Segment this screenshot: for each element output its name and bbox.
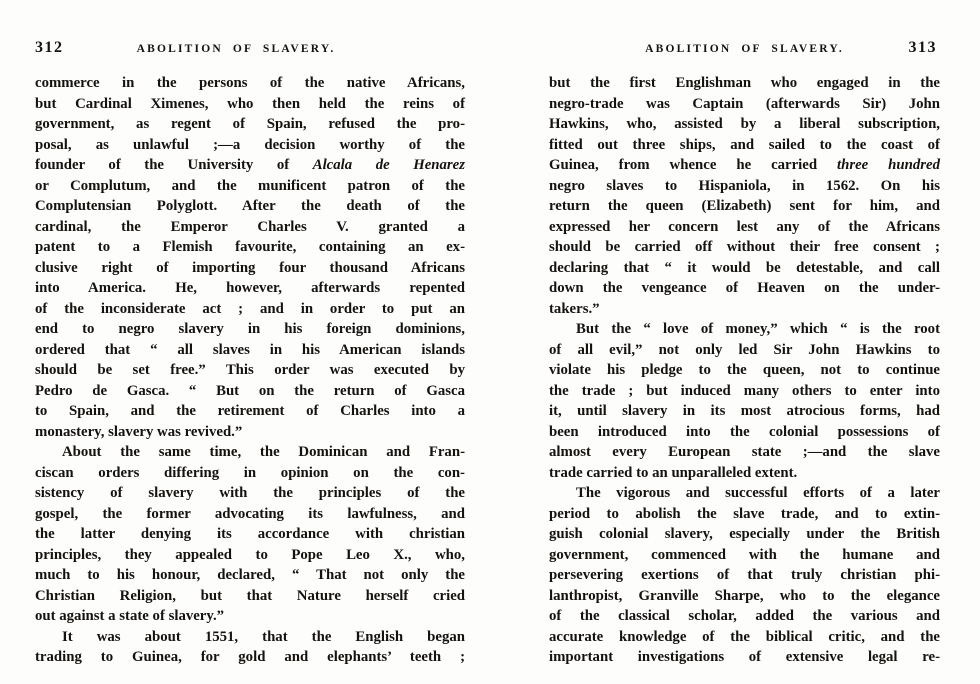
page-body-left (35, 73, 465, 668)
text-line: almost every European state ;—and the slave (549, 444, 940, 460)
text-line: Guinea, from whence he carried three hundred (549, 157, 940, 173)
text-line: ordered that “ all slaves in his American islands (35, 341, 465, 358)
text-line: the trade ; but induced many others to enter into (549, 382, 940, 399)
text-line: lanthropist, Granville Sharpe, who to the elegance (549, 587, 940, 604)
text-line: or Complutum, and the munificent patron of the (35, 177, 465, 194)
text-line: much to his honour, declared, “ That not only the (35, 567, 465, 583)
text-line: sistency of slavery with the principles of the (35, 485, 465, 501)
page-number-left: 312 (35, 39, 64, 56)
text-line: gospel, the former advocating its lawfulness, and (35, 505, 465, 522)
text-line: of all evil,” not only led Sir John Hawkins to (549, 341, 940, 358)
text-line: should be carried off without their free consent ; (549, 239, 940, 255)
text-line: clusive right of importing four thousand Africans (35, 259, 465, 276)
text-line: commerce in the persons of the native Africans, (35, 75, 465, 91)
text-line: cardinal, the Emperor Charles V. granted a (35, 218, 465, 235)
italic-text: Alcala de Henarez (312, 157, 465, 173)
text-line: negro-trade was Captain (afterwards Sir) John (549, 95, 940, 112)
text-line: return the queen (Elizabeth) sent for him, and (549, 198, 940, 214)
text-line: patent to a Flemish favourite, containing an ex- (35, 239, 465, 255)
text-line: of the inconsiderate act ; and in order to put an (35, 300, 465, 317)
text-line: of the classical scholar, added the various and (549, 608, 940, 624)
text-line: but the first Englishman who engaged in the (549, 75, 940, 91)
text-line: trade carried to an unparalleled extent. (549, 464, 798, 481)
text-line: Pedro de Gasca. “ But on the return of Gasca (35, 382, 465, 399)
text-line: expressed her concern lest any of the Africans (549, 218, 940, 235)
text-line: out against a state of slavery.” (35, 608, 225, 624)
text-line: government, as regent of Spain, refused the pro- (35, 116, 465, 132)
text-line: been introduced into the colonial possessions of (549, 423, 940, 440)
page-313 (549, 0, 940, 684)
text-line: but Cardinal Ximenes, who then held the reins of (35, 95, 465, 112)
text-line: important investigations of extensive legal re- (549, 649, 940, 665)
text-line: principles, they appealed to Pope Leo X., who, (35, 546, 465, 563)
italic-text: three hundred (837, 157, 940, 173)
text-line: persevering exertions of that truly christian phi- (549, 567, 940, 583)
text-line: monastery, slavery was revived.” (35, 423, 243, 440)
text-line: the latter denying its accordance with christian (35, 526, 465, 542)
text-line: Hawkins, who, assisted by a liberal subscription, (549, 116, 940, 132)
text-line: posal, as unlawful ;—a decision worthy of the (35, 136, 465, 153)
text-line: About the same time, the Dominican and Fran- (62, 444, 465, 460)
text-line: fitted out three ships, and sailed to the coast of (549, 136, 940, 153)
page-312 (35, 0, 465, 684)
text-line: government, commenced with the humane and (549, 546, 940, 563)
text-line: negro slaves to Hispaniola, in 1562. On his (549, 177, 940, 194)
text-line: takers.” (549, 300, 600, 317)
text-line: founder of the University of Alcala de Henarez (35, 157, 465, 173)
page-number-right: 313 (908, 39, 937, 56)
text-line: violate his pledge to the queen, not to continue (549, 362, 940, 378)
text-line: into America. He, however, afterwards repented (35, 280, 465, 296)
text-line: accurate knowledge of the biblical critic, and the (549, 628, 940, 645)
text-line: Christian Religion, but that Nature herself cried (35, 587, 465, 604)
running-title-right: ABOLITION OF SLAVERY. (645, 43, 844, 55)
text-line: It was about 1551, that the English began (62, 628, 465, 645)
text-line: down the vengeance of Heaven on the under- (549, 280, 940, 296)
text-line: Complutensian Polyglott. After the death of the (35, 198, 465, 214)
text-line: The vigorous and successful efforts of a later (576, 485, 940, 501)
page-header-left (35, 40, 465, 58)
text-line: it, until slavery in its most atrocious forms, had (549, 403, 940, 419)
text-line: should be set free.” This order was executed by (35, 362, 465, 378)
text-line: But the “ love of money,” which “ is the root (576, 321, 940, 337)
text-line: end to negro slavery in his foreign dominions, (35, 321, 465, 337)
page-body-right (549, 73, 940, 668)
text-line: declaring that “ it would be detestable, and call (549, 259, 940, 276)
text-line: guish colonial slavery, especially under the British (549, 526, 940, 542)
text-line: ciscan orders differing in opinion on the con- (35, 464, 465, 481)
running-title-left: ABOLITION OF SLAVERY. (136, 43, 336, 55)
page-header-right (549, 40, 940, 58)
text-line: trading to Guinea, for gold and elephants’ teeth ; (35, 649, 465, 665)
text-line: period to abolish the slave trade, and to extin- (549, 505, 940, 522)
text-line: to Spain, and the retirement of Charles into a (35, 403, 465, 419)
